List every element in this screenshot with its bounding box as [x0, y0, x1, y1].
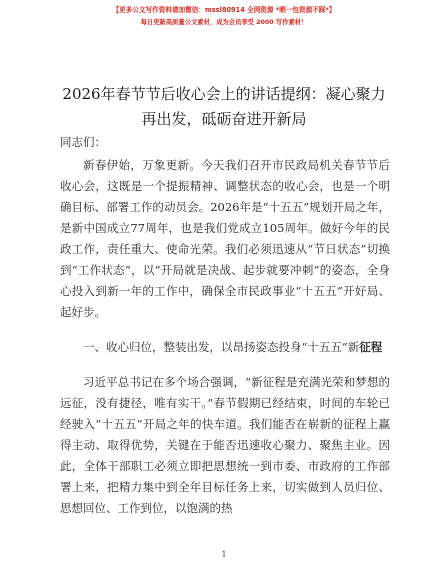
promo-banner-line-2: 每日更新高质量公文素材，成为会员享受 2000 写作素材！: [140, 19, 308, 26]
document-body: [60, 132, 390, 519]
promo-banner-line-1: 【更多公文写作资料请加微信：mssl80914 全网资源 *晒一包资源不踩*】: [112, 6, 336, 14]
salutation: 同志们：: [60, 135, 106, 149]
section-heading: [60, 337, 390, 358]
section-heading-lead: 一、收心归位，整装出发，以昂扬姿态投身“十五五”新: [83, 340, 360, 354]
section-paragraph: 习近平总书记在多个场合强调，“新征程是充满光荣和梦想的远征，没有捷径，唯有实干。”春节假期已经结束，时间的车轮已经驶入“十五五”开局之年的快车道。我们能否在崭新的征程上赢得主动、取得优势，关键在于能否迅速收心聚力、聚焦主业。因此，全体干部职工必须立即把思想统一到市委、市政府的工作部署上来，把精力集中到全年目标任务上来，切实做到人员归位、思想回位、工作到位，以饱满的热: [60, 375, 390, 515]
intro-paragraph: 新春伊始，万象更新。今天我们召开市民政局机关春节节后收心会，这既是一个提振精神、调整状态的收心会，也是一个明确目标、部署工作的动员会。2026年是“十五五”规划开局之年，是新中国成立77周年，也是我们党成立105周年。做好今年的民政工作，责任重大、使命光荣。我们必须迅速从“节日状态”切换到“工作状态”，以“开局就是决战、起步就要冲刺”的姿态，全身心投入到新一年的工作中，确保全市民政事业“十五五”开好局、起好步。: [60, 158, 390, 319]
document-title: 2026年春节节后收心会上的讲话提纲：凝心聚力再出发，砥砺奋进开新局: [62, 85, 386, 128]
page-number: 1: [221, 550, 227, 559]
section-heading-tail: 征程: [359, 340, 383, 354]
